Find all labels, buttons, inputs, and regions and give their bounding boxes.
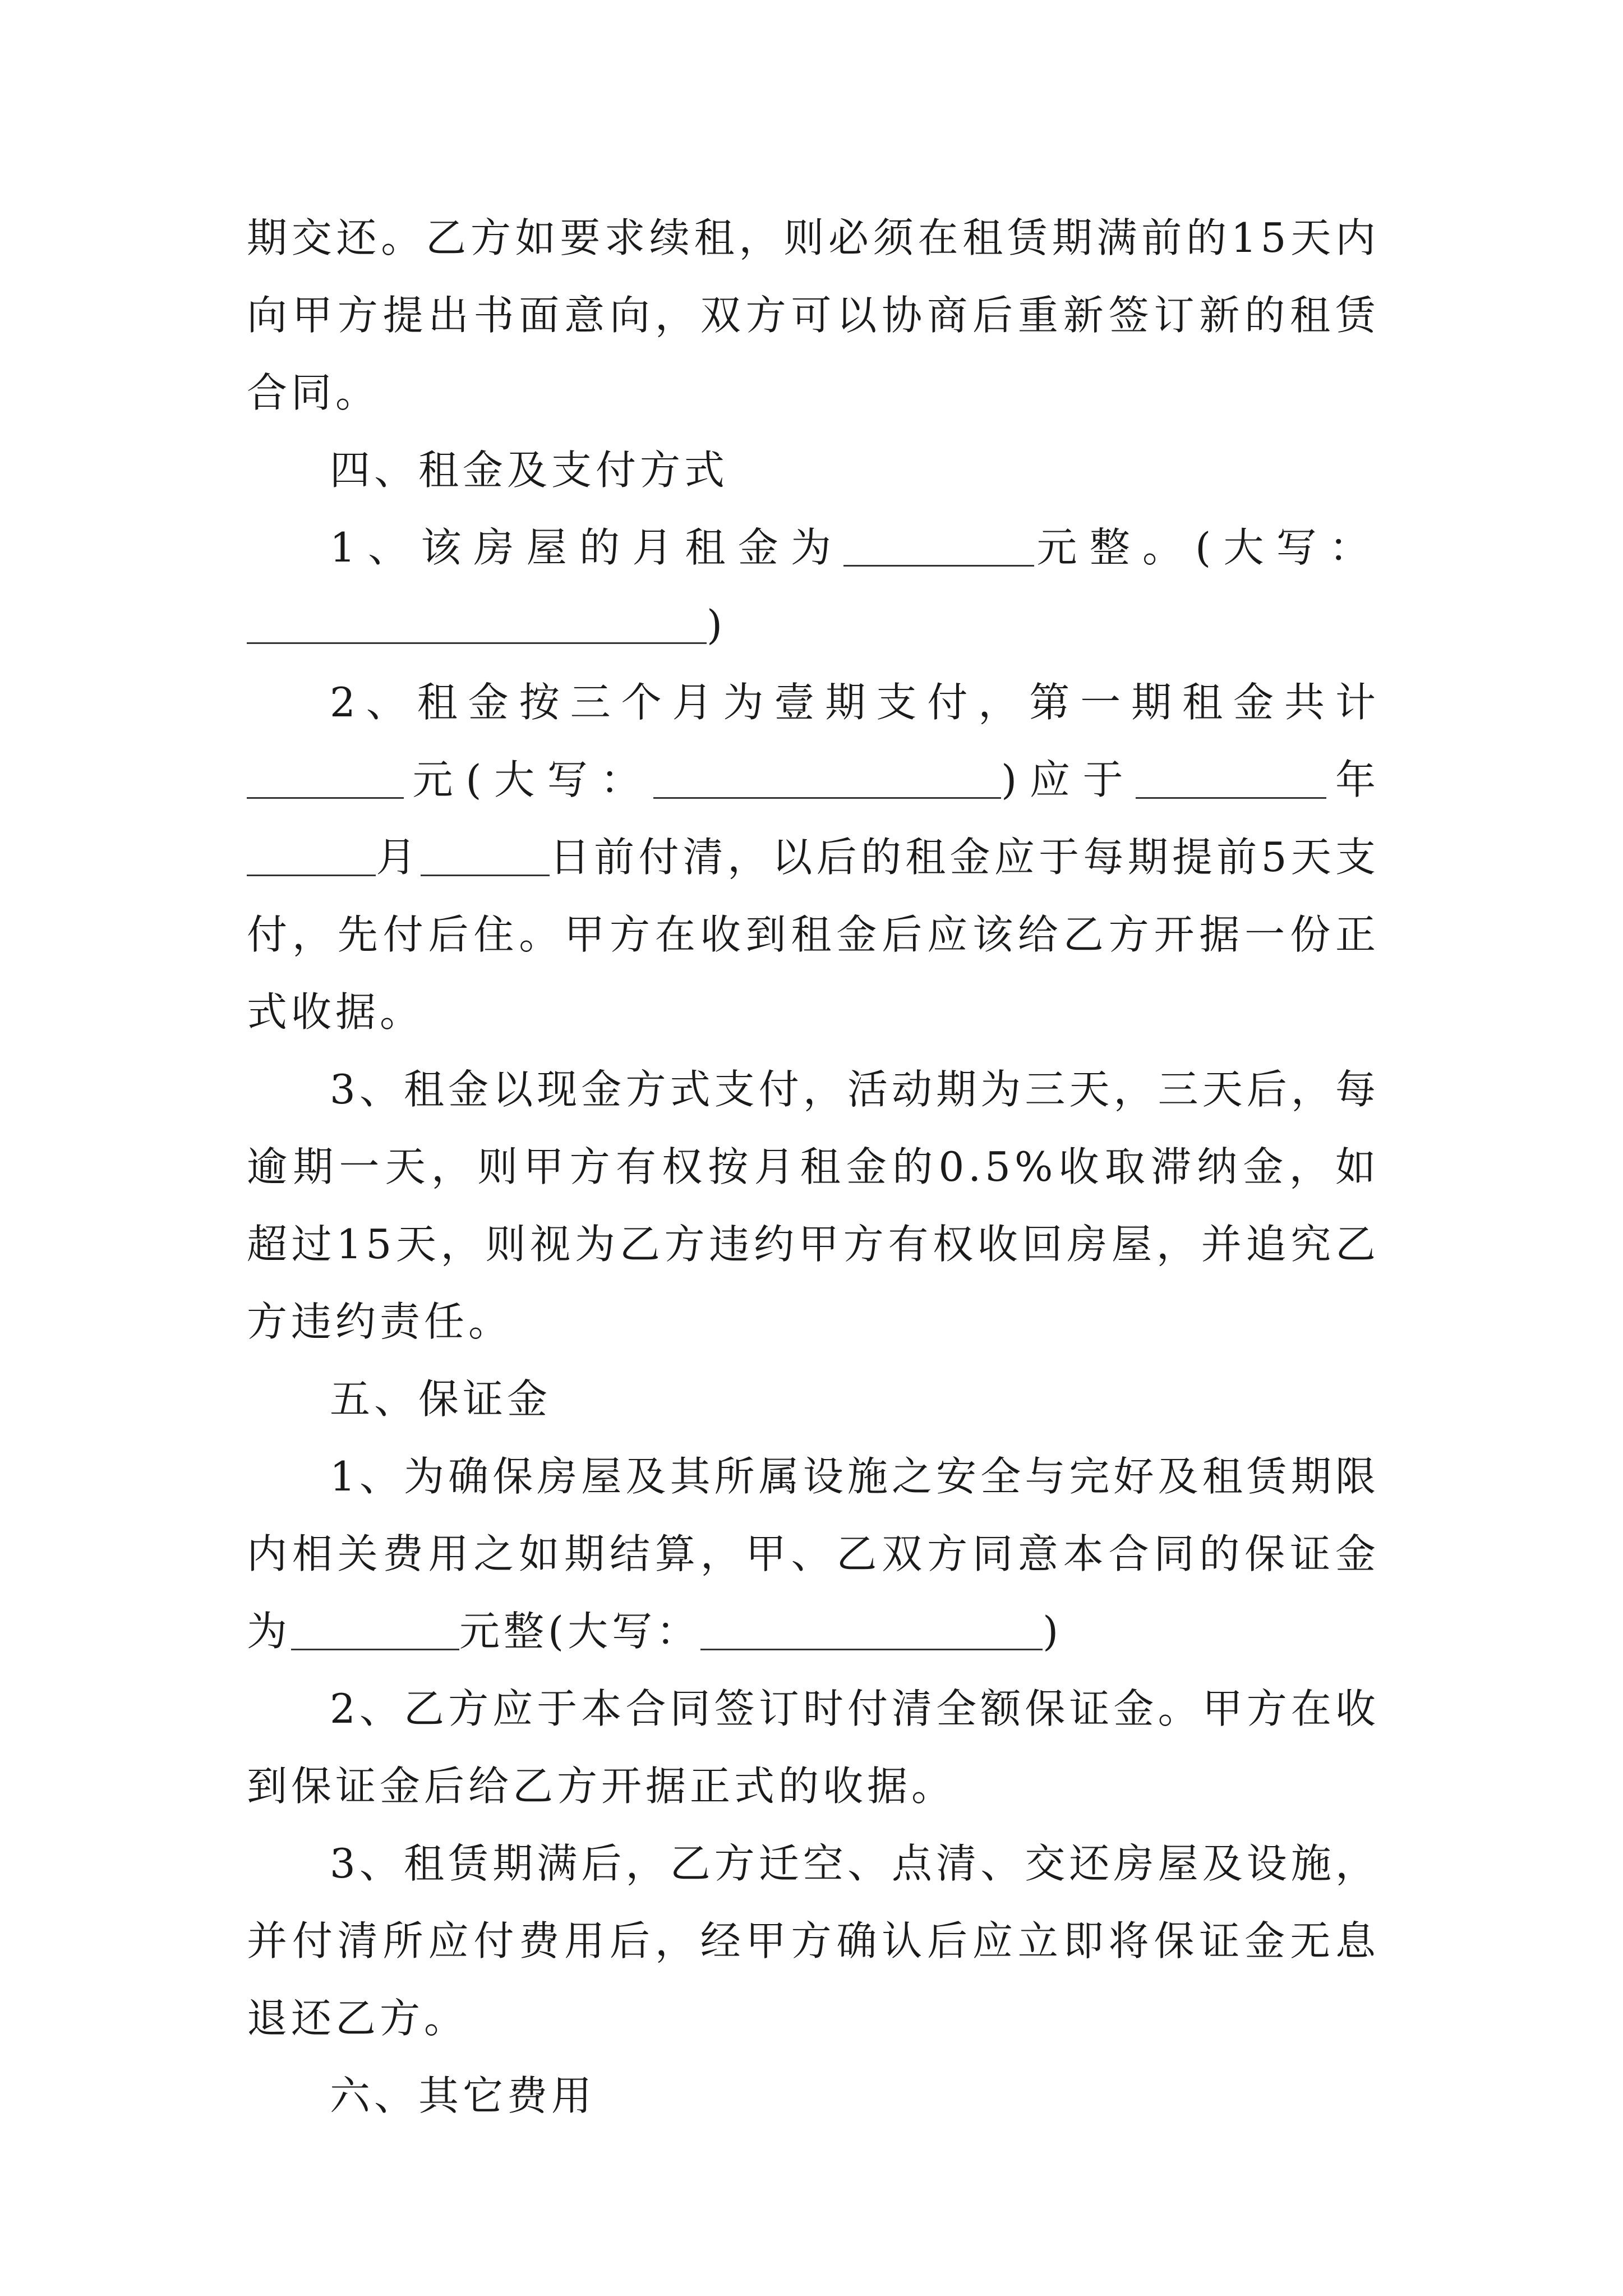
- monthly-rent-blank: [843, 528, 1034, 567]
- paragraph-rent-payment: [247, 664, 1380, 1051]
- first-rent-words-blank: [653, 761, 1001, 799]
- deposit-words-blank: [700, 1612, 1043, 1650]
- due-label: )应于: [1001, 756, 1136, 803]
- rent-payment-label: 2、租金按三个月为壹期支付，第一期租金共计: [330, 679, 1380, 726]
- close-paren: ): [1043, 1608, 1063, 1655]
- first-rent-amount-blank: [247, 761, 404, 799]
- rent-payment-terms: 日前付清，以后的租金应于每期提前5天支付，先付后住。甲方在收到租金后应该给乙方开据一份正式收据。: [247, 834, 1380, 1036]
- monthly-rent-words-label: 元整。(大写：: [1034, 524, 1380, 571]
- section-heading-rent: 四、租金及支付方式: [330, 447, 729, 494]
- monthly-rent-label: 1、该房屋的月租金为: [330, 524, 844, 571]
- document-body: [247, 199, 1380, 2134]
- section-heading-other-fees: 六、其它费用: [330, 2072, 596, 2119]
- paragraph-late-fee: 3、租金以现金方式支付，活动期为三天，三天后，每逾期一天，则甲方有权按月租金的0.5%收取滞纳金，如超过15天，则视为乙方违约甲方有权收回房屋，并追究乙方违约责任。: [247, 1066, 1380, 1345]
- day-blank: [421, 838, 550, 876]
- monthly-rent-words-blank: [247, 606, 707, 644]
- month-label: 月: [376, 834, 421, 881]
- year-blank: [1136, 761, 1326, 799]
- month-blank: [247, 838, 376, 876]
- paragraph-deposit-amount: [247, 1438, 1380, 1670]
- first-rent-words-label: 元(大写：: [404, 756, 654, 803]
- paragraph-deposit-payment: 2、乙方应于本合同签订时付清全额保证金。甲方在收到保证金后给乙方开据正式的收据。: [247, 1685, 1380, 1810]
- paragraph-deposit-refund: 3、租赁期满后，乙方迁空、点清、交还房屋及设施，并付清所应付费用后，经甲方确认后应立即将保证金无息退还乙方。: [247, 1840, 1380, 2042]
- deposit-words-label: 元整(大写：: [459, 1608, 701, 1655]
- deposit-amount-blank: [291, 1612, 459, 1650]
- deposit-amount-label: 1、为确保房屋及其所属设施之安全与完好及租赁期限内相关费用之如期结算，甲、乙双方同意本合同的保证金为: [247, 1453, 1380, 1655]
- close-paren: ): [707, 601, 733, 648]
- paragraph-monthly-rent: [247, 509, 1380, 664]
- year-label: 年: [1326, 756, 1380, 803]
- paragraph-lease-renewal: 期交还。乙方如要求续租，则必须在租赁期满前的15天内向甲方提出书面意向，双方可以协商后重新签订新的租赁合同。: [247, 214, 1380, 416]
- section-heading-deposit: 五、保证金: [330, 1375, 552, 1423]
